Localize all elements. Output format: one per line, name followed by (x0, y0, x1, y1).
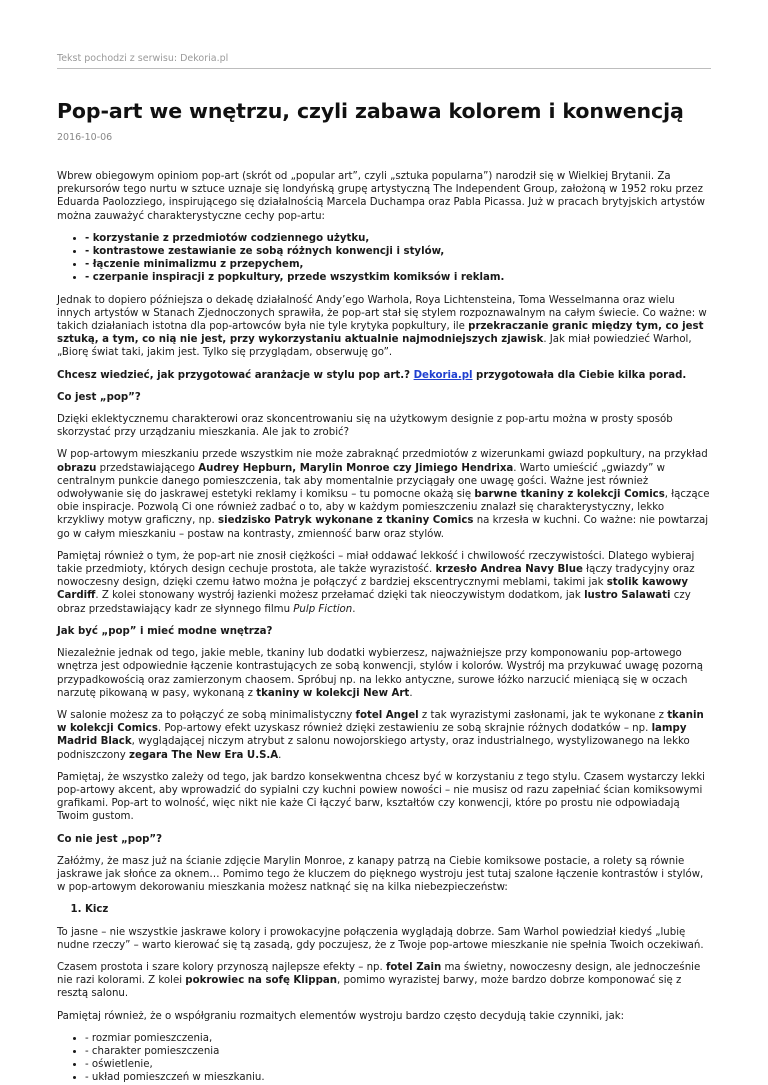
publish-date: 2016-10-06 (57, 132, 113, 143)
paragraph-cta: Chcesz wiedzieć, jak przygotować aranżacje w stylu pop art.? Dekoria.pl przygotowała dla Ciebie kilka porad. (57, 369, 687, 381)
paragraph-simplicity: Czasem prostota i szare kolory przynoszą najlepsze efekty – np. fotel Zain ma świetny, nowoczesny design, ale jednocześnie nie razi kolorami. Z kolei pokrowiec na sofę Klippan, pomimo wyrazistej barwy, może bardzo dobrze komponować się z resztą salonu. (57, 961, 701, 1000)
list-item: • - łączenie minimalizmu z przepychem, (85, 258, 711, 271)
dangers-list (57, 903, 711, 916)
list-item: • - charakter pomieszczenia (85, 1045, 711, 1058)
list-item: • - układ pomieszczeń w mieszkaniu. (85, 1071, 711, 1084)
list-item: • - rozmiar pomieszczenia, (85, 1032, 711, 1045)
dekoria-link[interactable]: Dekoria.pl (413, 369, 473, 381)
list-item: • - czerpanie inspiracji z popkultury, przede wszystkim komiksów i reklam. (85, 271, 711, 284)
source-line: Tekst pochodzi z serwisu: Dekoria.pl (57, 0, 711, 69)
paragraph-lightness: Pamiętaj również o tym, że pop-art nie znosił ciężkości – miał oddawać lekkość i chwilowość rzeczywistości. Dlatego wybieraj takie przedmioty, których design cechuje prostota, ale także wyrazistość. krzesło Andrea Navy Blue łączy tradycyjny oraz nowoczesny design, dzięki czemu łatwo można je połączyć z bardziej ekscentrycznymi meblami, takimi jak stolik kawowy Cardiff. Z kolei stonowany wystrój łazienki możesz przełamać dzięki tak nieoczywistym dodatkom, jak lustro Salawati czy obraz przedstawiający kadr ze słynnego filmu Pulp Fiction. (57, 550, 695, 615)
list-item: • - oświetlenie, (85, 1058, 711, 1071)
popart-features-list (57, 232, 711, 285)
list-item: 1. Kicz (85, 903, 711, 916)
section-heading-jak-byc-pop: Jak być „pop” i mieć modne wnętrza? (57, 625, 273, 637)
list-item: • - kontrastowe zestawianie ze sobą różnych konwencji i stylów, (85, 245, 711, 258)
paragraph-kitsch: To jasne – nie wszystkie jaskrawe kolory i prowokacyjne połączenia wyglądają dobrze. Sam Warhol powiedział kiedyś „lubię nudne rzeczy” – warto kierować się tą zasadą, gdy poczujesz, że z Twoje pop-artowe mieszkanie nie spełnia Twoich oczekiwań. (57, 926, 704, 951)
paragraph-eclectic: Dzięki eklektycznemu charakterowi oraz skoncentrowaniu się na użytkowym designie z pop-artu można w prosty sposób skorzystać przy urządzaniu mieszkania. Ale jak to zrobić? (57, 414, 673, 439)
paragraph-salon: W salonie możesz za to połączyć ze sobą minimalistyczny fotel Angel z tak wyrazistymi zasłonami, jak te wykonane z tkanin w kolekcji Comics. Pop-artowy efekt uzyskasz również dzięki zestawieniu ze sobą skrajnie różnych dodatków – np. lampy Madrid Black, wyglądającej niczym atrybut z salonu nowojorskiego artysty, oraz industrialnego, wystylizowanego na lekko podniszczony zegara The New Era U.S.A. (57, 709, 704, 761)
section-heading-co-nie-jest-pop: Co nie jest „pop”? (57, 833, 162, 845)
list-item: • - korzystanie z przedmiotów codziennego użytku, (85, 232, 711, 245)
paragraph-dangers: Załóżmy, że masz już na ścianie zdjęcie Marylin Monroe, z kanapy patrzą na Ciebie komiksowe postacie, a rolety są równie jaskrawe jak słońce za oknem… Pomimo tego że kluczem do pięknego wystroju jest tutaj szalone łączenie kontrastów i stylów, w pop-artowym dekorowaniu mieszkania możesz natknąć się na kilka niebezpieczeństw: (57, 855, 704, 894)
paragraph-freedom: Pamiętaj, że wszystko zależy od tego, jak bardzo konsekwentna chcesz być w korzystaniu z tego stylu. Czasem wystarczy lekki pop-artowy akcent, aby wprowadzić do sypialni czy kuchni powiew nowości – nie musisz od razu zapełniać ścian komiksowymi grafikami. Pop-art to wolność, więc nikt nie każe Ci łączyć barw, kształtów czy konwencji, które po prostu nie odpowiadają Twoim gustom. (57, 771, 705, 823)
intro-paragraph: Wbrew obiegowym opiniom pop-art (skrót od „popular art”, czyli „sztuka popularna”) narodził się w Wielkiej Brytanii. Za prekursorów tego nurtu w sztuce uznaje się londyńską grupę artystyczną The Independent Group, założoną w 1952 roku przez Eduarda Paolozziego, inspirującego się działalnością Marcela Duchampa oraz Pabla Picassa. Już w pracach brytyjskich artystów można zauważyć charakterystyczne cechy pop-artu: (57, 171, 705, 222)
paragraph-contrast: Niezależnie jednak od tego, jakie meble, tkaniny lub dodatki wybierzesz, najważniejsze przy komponowaniu pop-artowego wnętrza jest odpowiednie łączenie kontrastujących ze sobą konwencji, stylów i kolorów. Wystrój ma przykuwać uwagę pozorną przypadkowością oraz zamierzonym chaosem. Spróbuj np. na lekko antyczne, surowe łóżko narzucić mieniącą się w oczach narzutę pikowaną w pasy, wykonaną z tkaniny w kolekcji New Art. (57, 648, 704, 699)
paragraph-factors-intro: Pamiętaj również, że o współgraniu rozmaitych elementów wystroju bardzo często decydują takie czynniki, jak: (57, 1010, 625, 1022)
paragraph-history: Jednak to dopiero późniejsza o dekadę działalność Andy’ego Warhola, Roya Lichtensteina, Toma Wesselmanna oraz wielu innych artystów w Stanach Zjednoczonych sprawiła, że pop-art stał się stylem rozpoznawalnym na całym świecie. Co ważne: w takich działaniach istotna dla pop-artowców była nie tyle krytyka popkultury, ile przekraczanie granic między tym, co jest sztuką, a tym, co nią nie jest, przy wykorzystaniu aktualnie najmodniejszych zjawisk. Jak miał powiedzieć Warhol, „Biorę świat taki, jakim jest. Tylko się przyglądam, obserwuję go”. (57, 294, 707, 359)
page-title: Pop-art we wnętrzu, czyli zabawa kolorem i konwencją (57, 99, 684, 123)
factors-list (57, 1032, 711, 1085)
section-heading-co-jest-pop: Co jest „pop”? (57, 391, 141, 403)
paragraph-stars: W pop-artowym mieszkaniu przede wszystkim nie może zabraknąć przedmiotów z wizerunkami gwiazd popkultury, na przykład obrazu przedstawiającego Audrey Hepburn, Marylin Monroe czy Jimiego Hendrixa. Warto umieścić „gwiazdy” w centralnym punkcie danego pomieszczenia, tak aby momentalnie przyciągały one uwagę gości. Ważne jest również odwoływanie się do jaskrawej estetyki reklamy i komiksu – tu pomocne okażą się barwne tkaniny z kolekcji Comics, łączące obie inspiracje. Pozwolą Ci one również zadbać o to, aby w każdym pomieszczeniu znalazł się charakterystyczny, lekko krzykliwy motyw graficzny, np. siedzisko Patryk wykonane z tkaniny Comics na krzesła w kuchni. Co ważne: nie powtarzaj go w całym mieszkaniu – postaw na kontrasty, zmienność barw oraz stylów. (57, 449, 710, 540)
